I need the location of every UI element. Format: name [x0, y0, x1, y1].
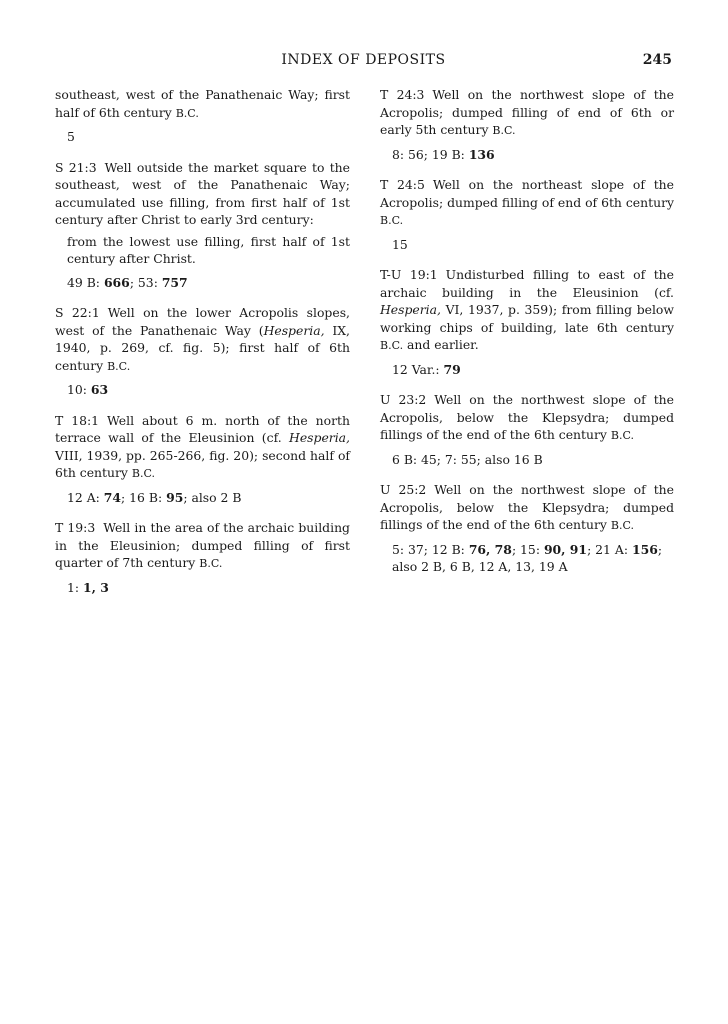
entry-description: U 25:2 Well on the northwest slope of the Acropolis, below the Klepsydra; dumped fillings of the end of the 6th century B.C.	[380, 482, 674, 532]
running-title: INDEX OF DEPOSITS	[281, 52, 446, 68]
entry-description: U 23:2 Well on the northwest slope of the Acropolis, below the Klepsydra; dumped fillings of the end of the 6th century B.C.	[380, 392, 674, 442]
entry-subdescription: from the lowest use filling, first half of 1st century after Christ.	[67, 233, 350, 266]
index-entry	[380, 391, 674, 468]
entry-references: 6 B: 45; 7: 55; also 16 B	[392, 451, 543, 467]
deposit-code: T 19:3	[55, 520, 96, 535]
index-entry	[55, 159, 350, 292]
entry-references: 8: 56; 19 B: 136	[392, 146, 495, 162]
deposit-code: T 18:1	[55, 412, 100, 428]
entry-references: 1: 1, 3	[67, 579, 109, 595]
index-entry	[55, 519, 350, 596]
deposit-code: U 25:2	[380, 482, 427, 497]
index-entry	[55, 412, 350, 507]
page-header	[55, 52, 672, 72]
index-entry	[55, 304, 350, 399]
entry-description: T 19:3 Well in the area of the archaic building in the Eleusinion; dumped filling of first quarter of 7th century B.C.	[55, 520, 350, 570]
deposit-code: T-U 19:1	[380, 267, 438, 282]
entry-references: 10: 63	[67, 382, 109, 397]
entry-description: S 22:1 Well on the lower Acropolis slopes, west of the Panathenaic Way (Hesperia, IX, 1940, p. 269, cf. fig. 5); first half of 6th century B.C.	[55, 305, 350, 373]
deposit-code: U 23:2	[380, 392, 427, 407]
entry-description: S 21:3 Well outside the market square to the southeast, west of the Panathenaic Way; accumulated use filling, from first half of 1st century after Christ to early 3rd century:	[55, 159, 350, 227]
entry-description: southeast, west of the Panathenaic Way; first half of 6th century B.C.	[55, 87, 350, 120]
right-column	[380, 86, 674, 589]
entry-references: 12 A: 74; 16 B: 95; also 2 B	[67, 489, 242, 505]
page-number: 245	[642, 52, 672, 68]
entry-references: 12 Var.: 79	[392, 361, 461, 377]
index-entry	[55, 86, 350, 146]
entry-description: T 18:1 Well about 6 m. north of the north terrace wall of the Eleusinion (cf. Hesperia, VIII, 1939, pp. 265-266, fig. 20); second half of 6th century B.C.	[55, 412, 350, 480]
entry-description: T 24:5 Well on the northeast slope of the Acropolis; dumped filling of end of 6th century B.C.	[380, 177, 674, 227]
entry-references: 5	[67, 129, 75, 144]
deposit-code: S 21:3	[55, 159, 97, 175]
index-entry	[380, 266, 674, 378]
left-column	[55, 86, 350, 609]
deposit-code: T 24:5	[380, 177, 425, 192]
entry-references: 49 B: 666; 53: 757	[67, 274, 188, 290]
entry-description: T-U 19:1 Undisturbed filling to east of the archaic building in the Eleusinion (cf. Hesperia, VI, 1937, p. 359); from filling below working chips of building, late 6th century B.C. and earlier.	[380, 267, 674, 352]
entry-description: T 24:3 Well on the northwest slope of the Acropolis; dumped filling of end of 6th or early 5th century B.C.	[380, 87, 674, 137]
index-entry	[380, 86, 674, 163]
index-entry	[380, 481, 674, 576]
deposit-code: S 22:1	[55, 305, 100, 320]
index-entry	[380, 176, 674, 253]
entry-references: 15	[392, 236, 408, 252]
entry-references: 5: 37; 12 B: 76, 78; 15: 90, 91; 21 A: 156; also 2 B, 6 B, 12 A, 13, 19 A	[392, 541, 663, 574]
deposit-code: T 24:3	[380, 87, 425, 102]
